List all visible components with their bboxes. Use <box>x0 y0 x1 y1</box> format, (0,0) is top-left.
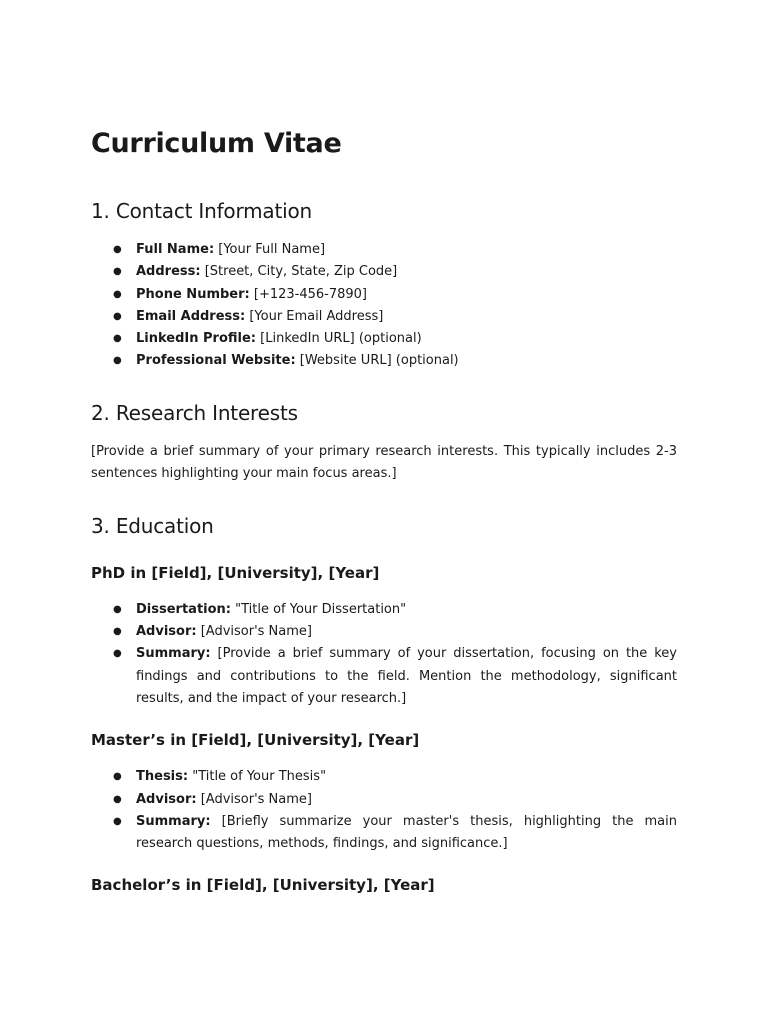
education-section-heading: 3. Education <box>91 513 214 538</box>
bullet-icon: ● <box>113 626 122 638</box>
bullet-icon: ● <box>113 355 122 367</box>
item-label: Advisor: <box>136 624 197 640</box>
list-item <box>91 643 677 710</box>
item-value: [Provide a brief summary of your dissertation, focusing on the key findings and contributions to the field. Mention the methodology, significant results, and the impact of your research.] <box>136 646 677 706</box>
masters-heading: Master’s in [Field], [University], [Year] <box>91 731 420 750</box>
list-item <box>91 261 677 283</box>
research-section-heading: 2. Research Interests <box>91 400 298 425</box>
item-value: [Your Email Address] <box>245 308 384 324</box>
bullet-icon: ● <box>113 771 122 783</box>
bullet-icon: ● <box>113 648 122 660</box>
contact-list <box>91 239 677 373</box>
list-item <box>91 306 677 328</box>
item-value: "Title of Your Dissertation" <box>231 601 407 617</box>
item-label: Summary: <box>136 646 211 662</box>
item-value: [+123-456-7890] <box>249 286 367 302</box>
list-item <box>91 239 677 261</box>
bullet-icon: ● <box>113 244 122 255</box>
item-label: Thesis: <box>136 769 189 785</box>
item-label: Summary: <box>136 813 211 829</box>
bachelors-heading: Bachelor’s in [Field], [University], [Year] <box>91 876 435 895</box>
research-paragraph: [Provide a brief summary of your primary research interests. This typically includes 2-3 sentences highlighting your main focus areas.] <box>91 443 677 482</box>
item-value: [Your Full Name] <box>214 242 326 257</box>
item-label: Professional Website: <box>136 353 296 369</box>
item-value: [Street, City, State, Zip Code] <box>200 264 398 280</box>
page-title: Curriculum Vitae <box>91 128 342 159</box>
bullet-icon: ● <box>113 288 122 300</box>
bullet-icon: ● <box>113 793 122 805</box>
item-value: [Website URL] (optional) <box>295 353 459 369</box>
list-item <box>91 621 677 643</box>
masters-list <box>91 766 677 855</box>
list-item <box>91 284 677 306</box>
list-item <box>91 328 677 350</box>
item-value: [LinkedIn URL] (optional) <box>256 331 422 347</box>
item-label: Advisor: <box>136 791 197 807</box>
item-value: [Advisor's Name] <box>196 624 312 640</box>
phd-list <box>91 599 677 710</box>
item-value: [Briefly summarize your master's thesis, highlighting the main research questions, methods, findings, and significance.] <box>136 813 677 852</box>
list-item <box>91 599 677 621</box>
bullet-icon: ● <box>113 333 122 345</box>
item-label: Full Name: <box>136 242 215 257</box>
list-item <box>91 811 677 856</box>
list-item <box>91 350 677 372</box>
item-label: Email Address: <box>136 308 246 324</box>
bullet-icon: ● <box>113 310 122 322</box>
phd-heading: PhD in [Field], [University], [Year] <box>91 563 380 582</box>
item-label: Phone Number: <box>136 286 250 302</box>
bullet-icon: ● <box>113 603 122 615</box>
list-item <box>91 789 677 811</box>
contact-section-heading: 1. Contact Information <box>91 199 312 223</box>
item-label: LinkedIn Profile: <box>136 331 257 347</box>
list-item <box>91 766 677 788</box>
bullet-icon: ● <box>113 266 122 278</box>
item-label: Dissertation: <box>136 601 231 617</box>
item-value: [Advisor's Name] <box>196 791 312 807</box>
item-value: "Title of Your Thesis" <box>188 769 327 785</box>
document-body <box>91 124 677 896</box>
item-label: Address: <box>136 264 201 280</box>
bullet-icon: ● <box>113 815 122 827</box>
